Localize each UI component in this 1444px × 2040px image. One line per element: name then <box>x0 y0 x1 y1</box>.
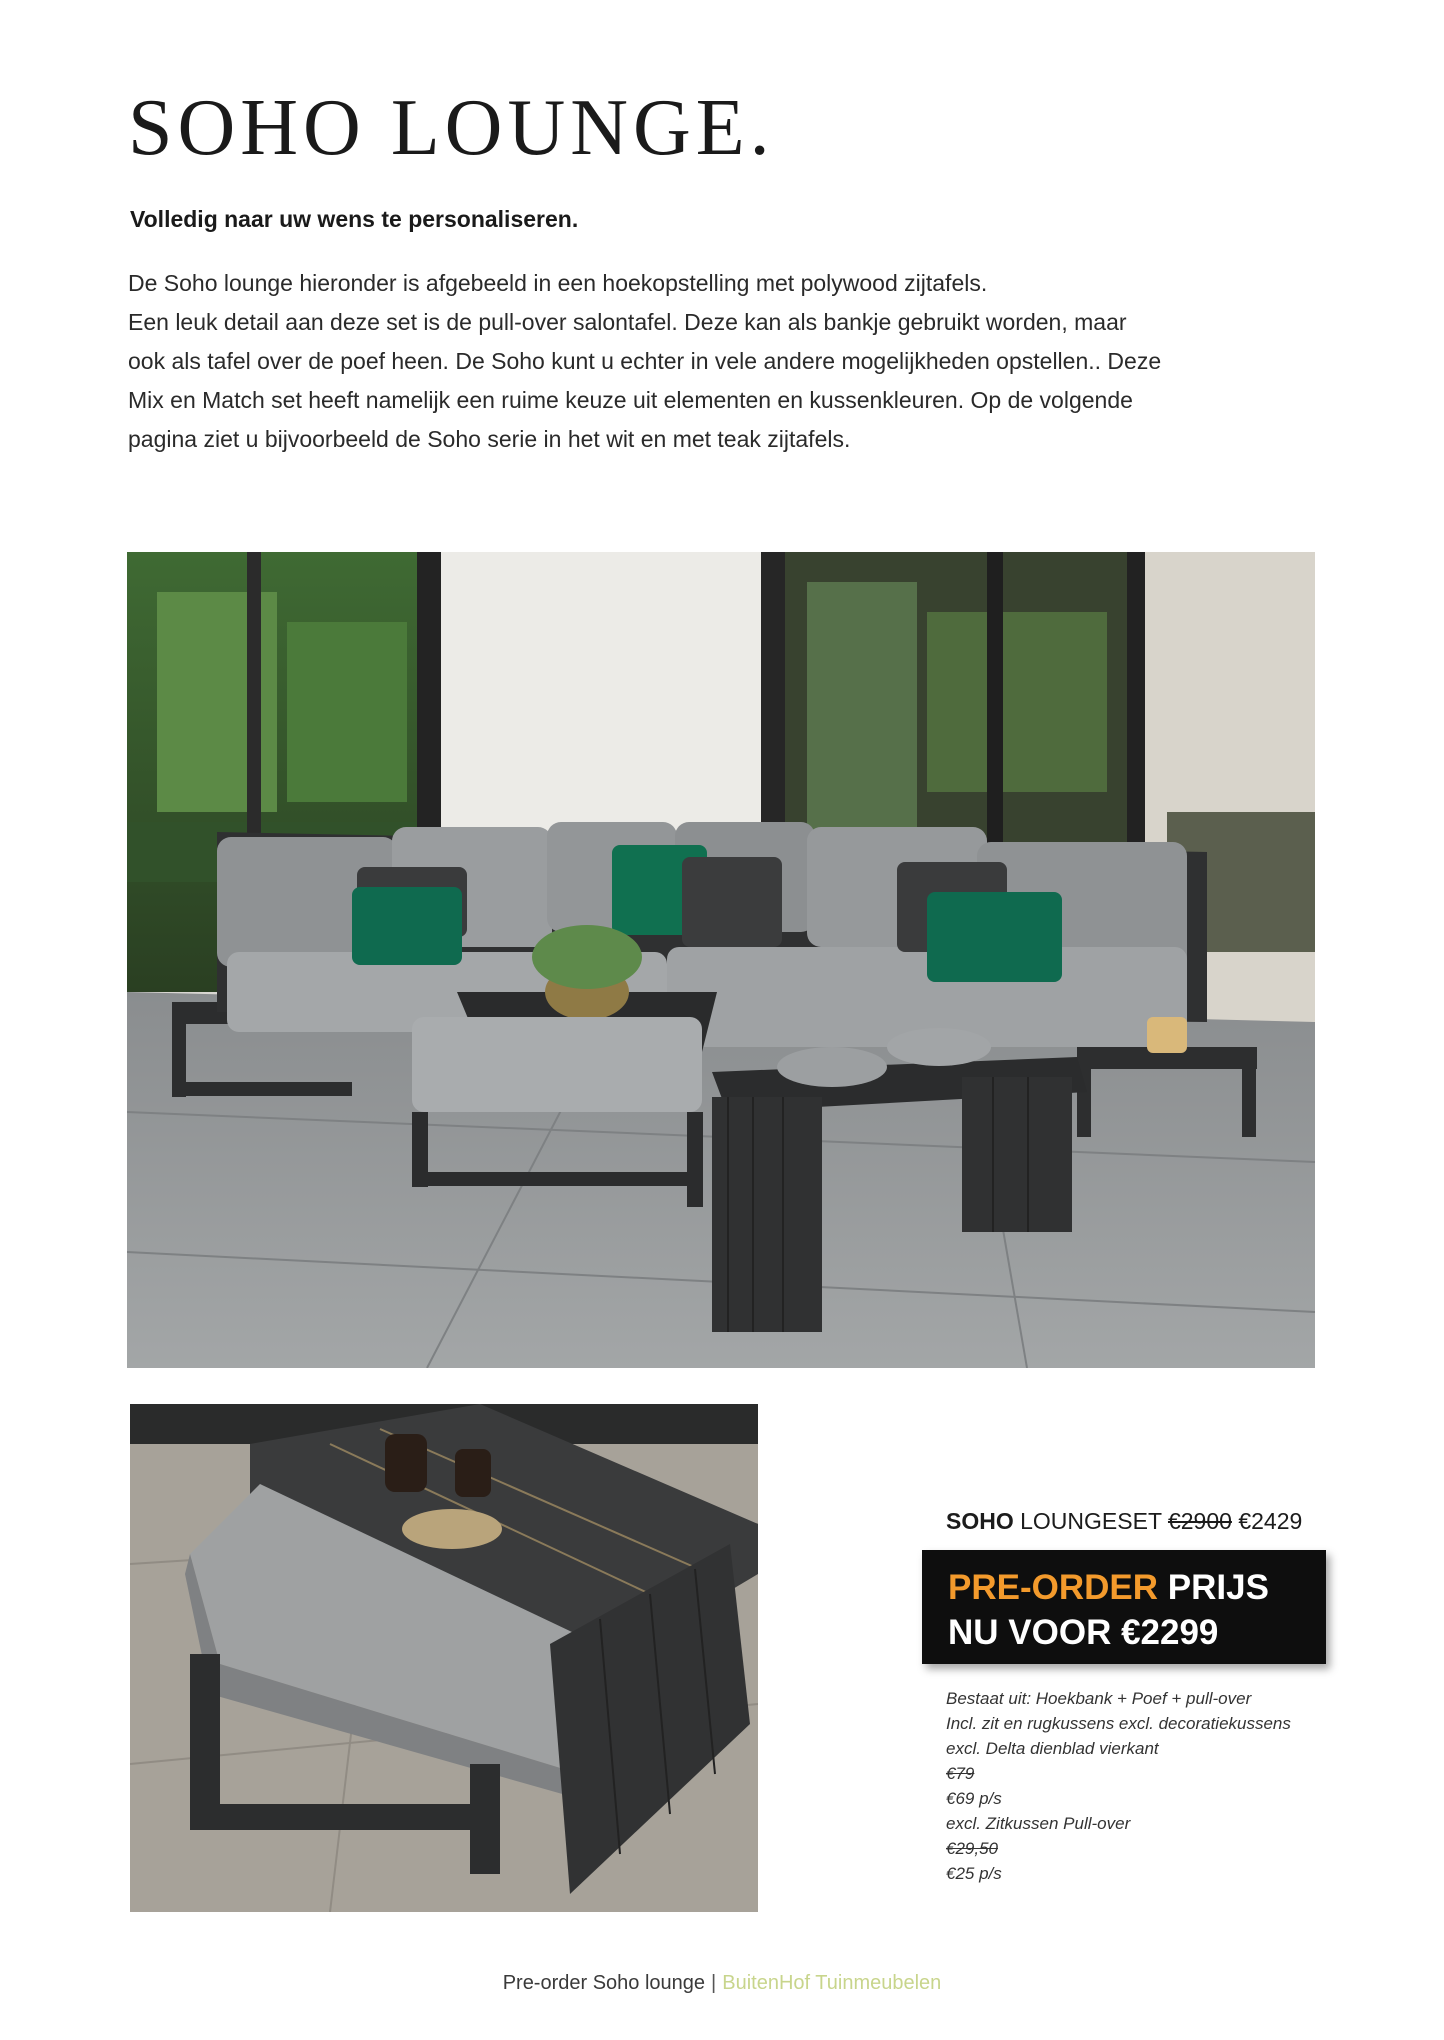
details-new-price: €69 p/s <box>946 1789 1002 1808</box>
product-name: LOUNGESET <box>1020 1508 1162 1534</box>
product-brand: SOHO <box>946 1508 1014 1534</box>
page-title: SOHO LOUNGE. <box>128 84 775 172</box>
old-price: €2900 <box>1167 1508 1232 1534</box>
details-item: excl. Zitkussen Pull-over <box>946 1814 1131 1833</box>
details-old-price: €29,50 <box>946 1839 998 1858</box>
preorder-line-1 <box>948 1570 1269 1605</box>
preorder-line-2: NU VOOR €2299 <box>948 1613 1219 1652</box>
details-new-price: €25 p/s <box>946 1864 1002 1883</box>
intro-line: Een leuk detail aan deze set is de pull-over salontafel. Deze kan als bankje gebruikt worden, maar <box>128 309 1127 335</box>
intro-line: De Soho lounge hieronder is afgebeeld in een hoekopstelling met polywood zijtafels. <box>128 270 988 296</box>
details-line <box>946 1736 1326 1811</box>
intro-line: ook als tafel over de poef heen. De Soho kunt u echter in vele andere mogelijkheden opstellen.. Deze <box>128 348 1162 374</box>
footer-label: Pre-order Soho lounge <box>502 1972 706 1994</box>
preorder-line-1-rest: PRIJS <box>1167 1568 1269 1607</box>
lounge-set-photo <box>127 552 1315 1368</box>
page-footer <box>0 1972 1444 1995</box>
preorder-price-badge <box>922 1550 1326 1664</box>
intro-line: pagina ziet u bijvoorbeeld de Soho serie in het wit en met teak zijtafels. <box>128 426 851 452</box>
intro-line: Mix en Match set heeft namelijk een ruime keuze uit elementen en kussenkleuren. Op de volgende <box>128 387 1133 413</box>
intro-paragraph <box>128 264 1328 459</box>
details-item: excl. Delta dienblad vierkant <box>946 1739 1159 1758</box>
preorder-accent: PRE-ORDER <box>948 1568 1159 1607</box>
product-price-line <box>946 1508 1302 1535</box>
details-line: Bestaat uit: Hoekbank + Poef + pull-over <box>946 1689 1252 1708</box>
footer-separator: | <box>711 1972 717 1994</box>
product-details <box>946 1686 1326 1886</box>
footer-brand: BuitenHof Tuinmeubelen <box>722 1972 942 1994</box>
current-price: €2429 <box>1238 1508 1303 1534</box>
details-line <box>946 1811 1326 1886</box>
details-old-price: €79 <box>946 1764 975 1783</box>
details-line: Incl. zit en rugkussens excl. decoratiekussens <box>946 1714 1291 1733</box>
page-subtitle: Volledig naar uw wens te personaliseren. <box>130 206 579 232</box>
pull-over-table-detail-photo <box>130 1404 758 1912</box>
